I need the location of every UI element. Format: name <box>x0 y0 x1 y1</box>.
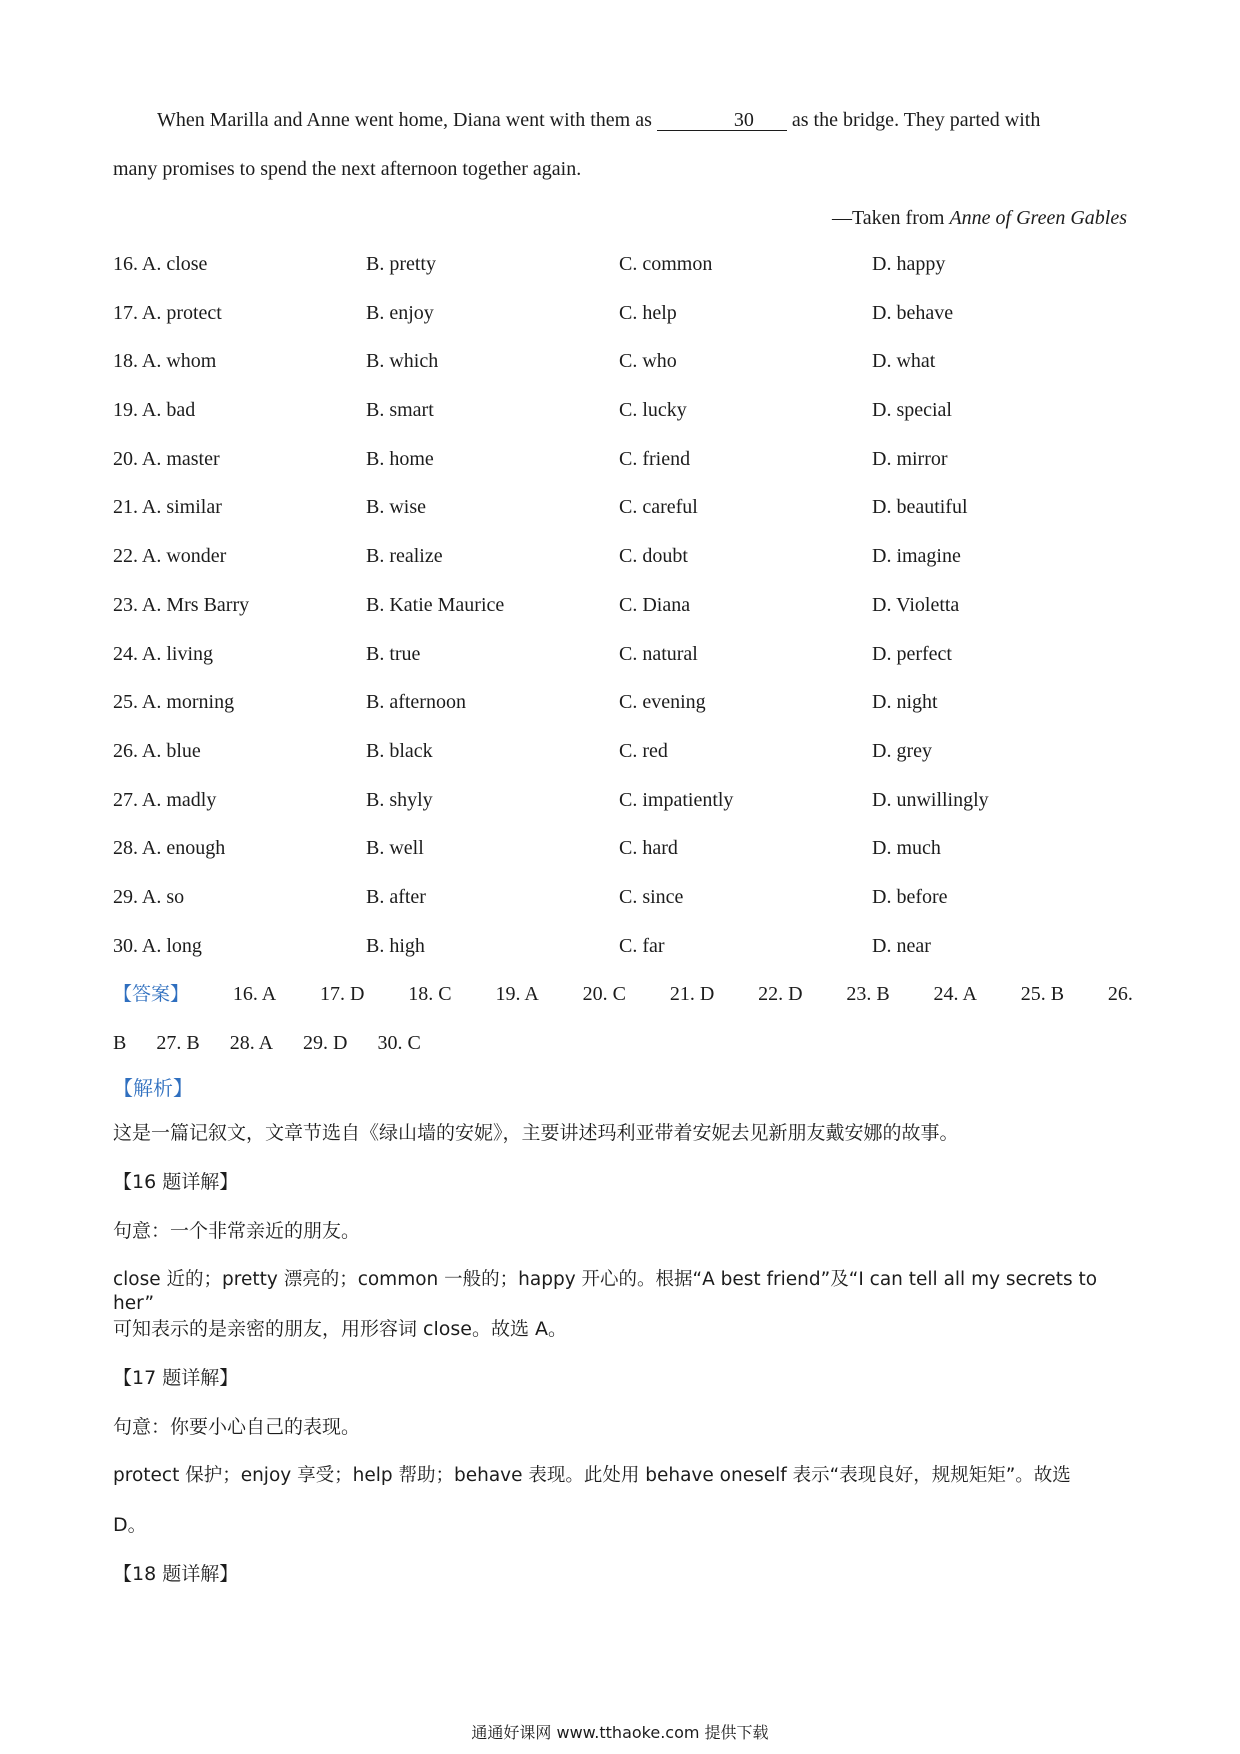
passage-text: as the bridge. They parted with <box>791 109 1041 131</box>
option-c: C. impatiently <box>619 788 734 811</box>
option-row <box>113 885 1113 934</box>
q17-explanation-2: D。 <box>113 1514 147 1536</box>
source-title: Anne of Green Gables <box>949 207 1127 229</box>
q16-explanation-2: 可知表示的是亲密的朋友，用形容词 close。故选 A。 <box>113 1318 568 1340</box>
option-c: C. help <box>619 301 677 324</box>
option-c: C. common <box>619 253 713 275</box>
page-footer: 通通好课网 www.tthaoke.com 提供下载 <box>471 1723 769 1742</box>
option-b: B. smart <box>366 399 434 422</box>
option-b: B. after <box>366 885 426 908</box>
option-a: 23. A. Mrs Barry <box>113 593 250 616</box>
answer-label: 【答案】 <box>113 983 190 1005</box>
option-c: C. friend <box>619 447 691 470</box>
answer-item: 24. A <box>933 983 977 1005</box>
option-a: 22. A. wonder <box>113 545 227 568</box>
option-a: 30. A. long <box>113 934 202 957</box>
option-b: B. Katie Maurice <box>366 593 505 616</box>
option-row <box>113 642 1113 691</box>
option-row <box>113 495 1113 544</box>
option-row <box>113 398 1113 447</box>
option-a: 29. A. so <box>113 885 185 908</box>
option-c: C. natural <box>619 642 698 665</box>
answer-row-1 <box>113 982 1133 1006</box>
option-a: 27. A. madly <box>113 788 217 811</box>
option-c: C. doubt <box>619 545 688 568</box>
option-b: B. afternoon <box>366 691 466 714</box>
option-c: C. Diana <box>619 593 691 616</box>
option-c: C. red <box>619 739 668 762</box>
option-d: D. before <box>872 885 948 908</box>
option-row <box>113 593 1113 642</box>
option-c: C. evening <box>619 691 706 714</box>
blank-30: 30 <box>657 110 787 131</box>
answer-item: 23. B <box>846 983 890 1005</box>
analysis-summary: 这是一篇记叙文，文章节选自《绿山墙的安妮》，主要讲述玛利亚带着安妮去见新朋友戴安娜的故事。 <box>113 1122 959 1144</box>
option-b: B. enjoy <box>366 301 434 324</box>
answer-item: 26. <box>1107 983 1133 1005</box>
option-b: B. black <box>366 739 433 762</box>
option-d: D. behave <box>872 301 954 324</box>
q17-explanation-1: protect 保护；enjoy 享受；help 帮助；behave 表现。此处用 behave oneself 表示“表现良好，规规矩矩”。故选 <box>113 1465 1071 1486</box>
options-table <box>113 252 1113 982</box>
option-d: D. much <box>872 837 941 860</box>
answer-item: 28. A <box>229 1032 274 1054</box>
option-row <box>113 349 1113 398</box>
option-a: 20. A. master <box>113 447 220 470</box>
option-row <box>113 447 1113 496</box>
option-d: D. imagine <box>872 545 961 568</box>
q18-title: 【18 题详解】 <box>113 1563 239 1585</box>
option-b: B. wise <box>366 496 426 519</box>
option-d: D. happy <box>872 253 946 275</box>
option-a: 26. A. blue <box>113 739 201 762</box>
option-d: D. grey <box>872 739 932 762</box>
option-row <box>113 836 1113 885</box>
option-row <box>113 252 1113 301</box>
answer-item: 20. C <box>582 983 626 1005</box>
option-d: D. night <box>872 691 938 714</box>
q16-explanation-1: close 近的；pretty 漂亮的；common 一般的；happy 开心的。根据“A best friend”及“I can tell all my secrets to her” <box>113 1269 1098 1314</box>
option-c: C. since <box>619 885 684 908</box>
answer-item: 21. D <box>669 983 715 1005</box>
option-b: B. shyly <box>366 788 433 811</box>
analysis-label: 【解析】 <box>113 1076 193 1100</box>
passage-line-1 <box>113 108 1133 132</box>
source-prefix: —Taken from <box>831 207 950 229</box>
option-b: B. realize <box>366 545 443 568</box>
option-c: C. careful <box>619 496 698 519</box>
option-d: D. mirror <box>872 447 948 470</box>
option-d: D. what <box>872 350 936 373</box>
option-a: 16. A. close <box>113 253 208 275</box>
option-d: D. unwillingly <box>872 788 989 811</box>
answer-item: 29. D <box>303 1032 348 1054</box>
option-d: D. special <box>872 399 952 422</box>
q16-meaning: 句意：一个非常亲近的朋友。 <box>113 1220 361 1242</box>
option-a: 24. A. living <box>113 642 214 665</box>
option-row <box>113 690 1113 739</box>
q17-title: 【17 题详解】 <box>113 1367 239 1389</box>
option-a: 19. A. bad <box>113 399 196 422</box>
option-a: 28. A. enough <box>113 837 226 860</box>
option-row <box>113 934 1113 983</box>
answer-item: 16. A <box>232 983 277 1005</box>
answer-item: 17. D <box>320 983 365 1005</box>
answer-item: 19. A <box>495 983 539 1005</box>
passage-text: When Marilla and Anne went home, Diana went with them as <box>157 109 652 131</box>
option-b: B. true <box>366 642 421 665</box>
option-row <box>113 544 1113 593</box>
option-b: B. pretty <box>366 253 436 275</box>
answer-item: 22. D <box>758 983 803 1005</box>
option-c: C. lucky <box>619 399 687 422</box>
option-row <box>113 788 1113 837</box>
option-a: 25. A. morning <box>113 691 235 714</box>
option-b: B. home <box>366 447 434 470</box>
option-row <box>113 739 1113 788</box>
q16-title: 【16 题详解】 <box>113 1171 239 1193</box>
option-a: 21. A. similar <box>113 496 222 519</box>
option-d: D. perfect <box>872 642 952 665</box>
option-b: B. well <box>366 837 424 860</box>
option-a: 17. A. protect <box>113 301 222 324</box>
answer-item: B <box>113 1032 127 1054</box>
option-d: D. beautiful <box>872 496 968 519</box>
option-c: C. who <box>619 350 677 373</box>
option-b: B. which <box>366 350 439 373</box>
answer-item: 30. C <box>377 1032 421 1054</box>
answer-row-2 <box>113 1031 1133 1055</box>
q17-meaning: 句意：你要小心自己的表现。 <box>113 1416 361 1438</box>
option-c: C. far <box>619 934 665 957</box>
passage-source <box>832 206 1127 230</box>
passage-line-2: many promises to spend the next afternoon together again. <box>113 158 582 180</box>
option-c: C. hard <box>619 837 678 860</box>
option-b: B. high <box>366 934 425 957</box>
answer-section <box>113 982 1133 1055</box>
option-a: 18. A. whom <box>113 350 217 373</box>
answer-item: 27. B <box>156 1032 200 1054</box>
answer-item: 18. C <box>408 983 452 1005</box>
option-d: D. Violetta <box>872 593 960 616</box>
answer-item: 25. B <box>1020 983 1065 1005</box>
option-row <box>113 301 1113 350</box>
option-d: D. near <box>872 934 931 957</box>
